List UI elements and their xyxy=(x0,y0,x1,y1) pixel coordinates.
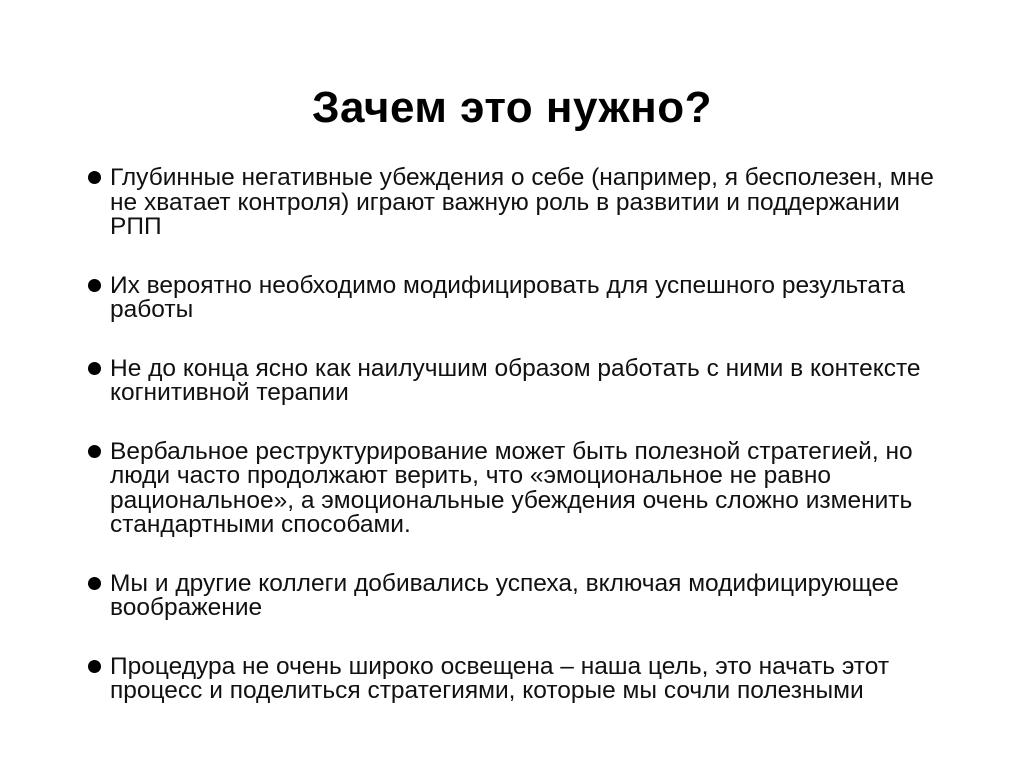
bullet-dot-icon xyxy=(88,279,101,292)
bullet-item xyxy=(88,166,948,240)
bullet-text: Глубинные негативные убеждения о себе (например, я бесполезен, мне не хватает контроля) играют важную роль в развитии и поддержании РПП xyxy=(110,164,934,240)
bullet-dot-icon xyxy=(88,577,101,590)
bullet-item xyxy=(88,437,948,538)
bullet-item xyxy=(88,569,948,621)
bullet-text: Вербальное реструктурирование может быть полезной стратегией, но люди часто продолжают верить, что «эмоциональное не равно рациональное», а эмоциональные убеждения очень сложно изменить стандартными способами. xyxy=(110,437,913,538)
bullet-dot-icon xyxy=(88,445,101,458)
bullet-dot-icon xyxy=(88,362,101,375)
bullet-dot-icon xyxy=(88,171,101,184)
bullet-item xyxy=(88,652,948,704)
bullet-text: Не до конца ясно как наилучшим образом работать с ними в контексте когнитивной терапии xyxy=(110,354,921,406)
slide-title: Зачем это нужно? xyxy=(311,83,713,132)
bullet-list xyxy=(88,166,948,738)
bullet-text: Их вероятно необходимо модифицировать для успешного результата работы xyxy=(110,271,905,323)
bullet-text: Процедура не очень широко освещена – наша цель, это начать этот процесс и поделиться стратегиями, которые мы сочли полезными xyxy=(110,652,890,704)
bullet-item xyxy=(88,271,948,323)
bullet-dot-icon xyxy=(88,660,101,673)
bullet-text: Мы и другие коллеги добивались успеха, включая модифицирующее воображение xyxy=(110,569,899,621)
bullet-item xyxy=(88,354,948,406)
